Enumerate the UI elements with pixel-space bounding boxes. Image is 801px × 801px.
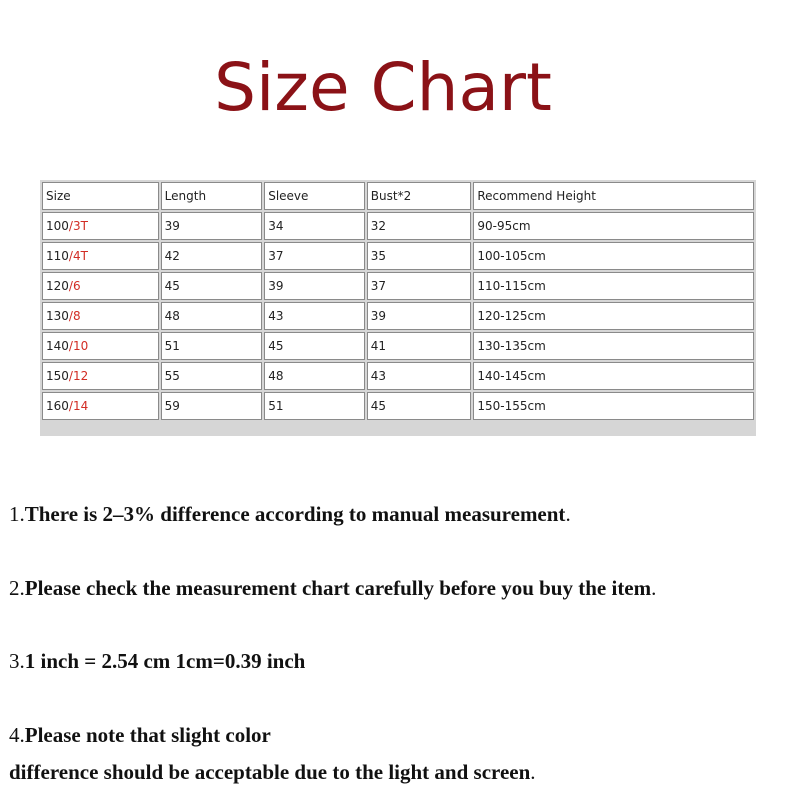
bust-cell: 39 bbox=[367, 302, 472, 330]
size-cell bbox=[42, 392, 159, 420]
size-us: /10 bbox=[68, 339, 89, 353]
size-table bbox=[40, 180, 756, 422]
size-cell bbox=[42, 362, 159, 390]
height-cell: 90-95cm bbox=[473, 212, 754, 240]
header-recommend-height: Recommend Height bbox=[473, 182, 754, 210]
size-us: /8 bbox=[68, 309, 81, 323]
header-size: Size bbox=[42, 182, 159, 210]
note-number: 1. bbox=[9, 502, 25, 526]
size-table-container bbox=[40, 180, 756, 436]
note-text: There is 2–3% difference according to manual measurement bbox=[24, 502, 566, 526]
size-us: /14 bbox=[68, 399, 89, 413]
size-cm: 140 bbox=[46, 339, 69, 353]
height-cell: 130-135cm bbox=[473, 332, 754, 360]
length-cell: 59 bbox=[161, 392, 263, 420]
table-header-row bbox=[42, 182, 754, 210]
size-cm: 100 bbox=[46, 219, 69, 233]
table-row bbox=[42, 362, 754, 390]
header-sleeve: Sleeve bbox=[264, 182, 365, 210]
table-row bbox=[42, 212, 754, 240]
note-2 bbox=[9, 572, 656, 604]
note-text: Please note that slight color bbox=[24, 723, 271, 747]
table-row bbox=[42, 392, 754, 420]
size-cell bbox=[42, 242, 159, 270]
bust-cell: 43 bbox=[367, 362, 472, 390]
note-3 bbox=[9, 645, 305, 677]
bust-cell: 35 bbox=[367, 242, 472, 270]
note-text: Please check the measurement chart carefully before you buy the item bbox=[24, 576, 652, 600]
size-us: /3T bbox=[68, 219, 88, 233]
table-row bbox=[42, 332, 754, 360]
size-cm: 110 bbox=[46, 249, 69, 263]
length-cell: 42 bbox=[161, 242, 263, 270]
header-length: Length bbox=[161, 182, 263, 210]
height-cell: 100-105cm bbox=[473, 242, 754, 270]
note-text: difference should be acceptable due to the light and screen bbox=[9, 760, 531, 784]
bust-cell: 32 bbox=[367, 212, 472, 240]
height-cell: 110-115cm bbox=[473, 272, 754, 300]
length-cell: 48 bbox=[161, 302, 263, 330]
note-number: 3. bbox=[9, 649, 25, 673]
sleeve-cell: 43 bbox=[264, 302, 365, 330]
length-cell: 51 bbox=[161, 332, 263, 360]
sleeve-cell: 48 bbox=[264, 362, 365, 390]
table-row bbox=[42, 302, 754, 330]
sleeve-cell: 34 bbox=[264, 212, 365, 240]
size-cm: 150 bbox=[46, 369, 69, 383]
sleeve-cell: 51 bbox=[264, 392, 365, 420]
bust-cell: 45 bbox=[367, 392, 472, 420]
sleeve-cell: 39 bbox=[264, 272, 365, 300]
note-number: 2. bbox=[9, 576, 25, 600]
length-cell: 55 bbox=[161, 362, 263, 390]
note-4-line-2 bbox=[9, 756, 536, 788]
size-cell bbox=[42, 212, 159, 240]
note-end: . bbox=[565, 502, 571, 526]
size-cell bbox=[42, 332, 159, 360]
height-cell: 120-125cm bbox=[473, 302, 754, 330]
note-text: 1 inch = 2.54 cm 1cm=0.39 inch bbox=[24, 649, 306, 673]
table-row bbox=[42, 272, 754, 300]
header-bust: Bust*2 bbox=[367, 182, 472, 210]
size-us: /12 bbox=[68, 369, 89, 383]
sleeve-cell: 45 bbox=[264, 332, 365, 360]
size-cell bbox=[42, 272, 159, 300]
note-end: . bbox=[530, 760, 536, 784]
height-cell: 150-155cm bbox=[473, 392, 754, 420]
note-4 bbox=[9, 719, 271, 751]
size-cm: 160 bbox=[46, 399, 69, 413]
length-cell: 45 bbox=[161, 272, 263, 300]
bust-cell: 41 bbox=[367, 332, 472, 360]
note-number: 4. bbox=[9, 723, 25, 747]
size-cm: 130 bbox=[46, 309, 69, 323]
table-row bbox=[42, 242, 754, 270]
size-us: /4T bbox=[68, 249, 88, 263]
length-cell: 39 bbox=[161, 212, 263, 240]
height-cell: 140-145cm bbox=[473, 362, 754, 390]
note-1 bbox=[9, 498, 571, 530]
bust-cell: 37 bbox=[367, 272, 472, 300]
page-title: Size Chart bbox=[214, 49, 552, 126]
size-cell bbox=[42, 302, 159, 330]
note-end: . bbox=[651, 576, 657, 600]
size-us: /6 bbox=[68, 279, 81, 293]
sleeve-cell: 37 bbox=[264, 242, 365, 270]
size-cm: 120 bbox=[46, 279, 69, 293]
